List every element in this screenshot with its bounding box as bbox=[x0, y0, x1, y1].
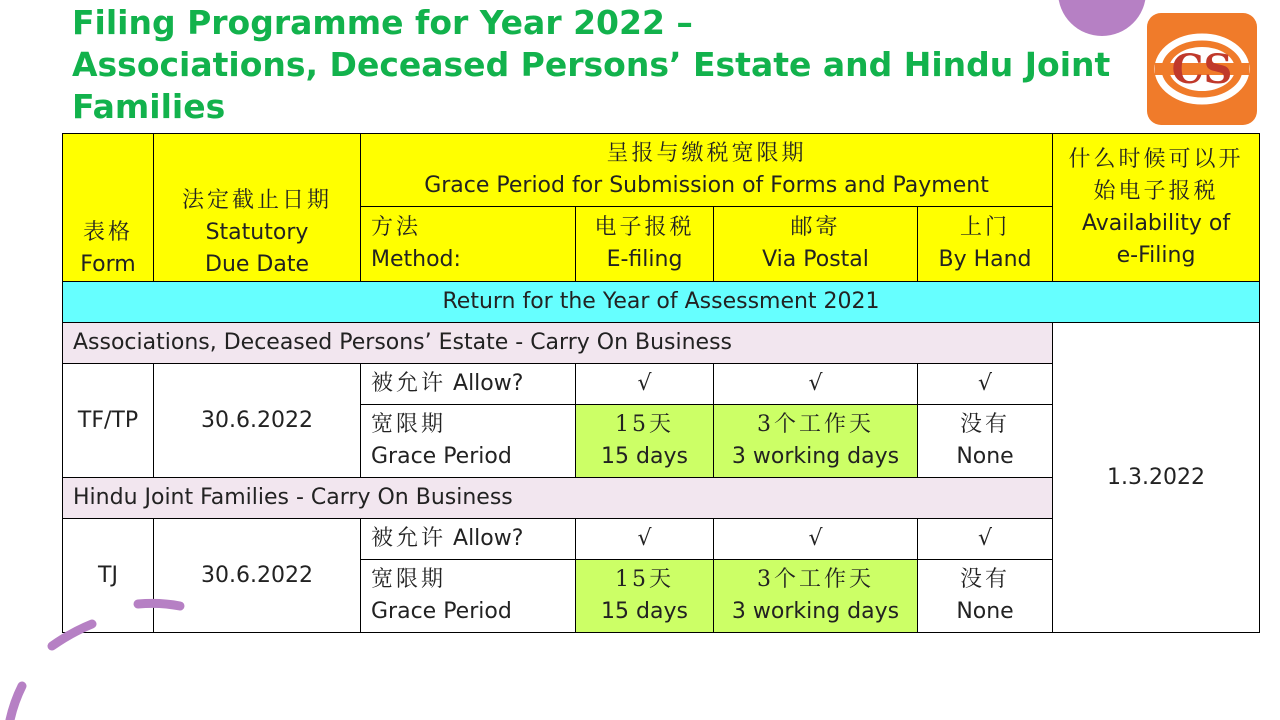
header-by-hand: 上门 By Hand bbox=[918, 207, 1053, 282]
allow-postal-check: √ bbox=[714, 519, 918, 560]
decorative-strokes bbox=[0, 590, 200, 720]
grace-postal: 3个工作天 3 working days bbox=[714, 560, 918, 633]
grace-label: 宽限期 Grace Period bbox=[361, 560, 576, 633]
year-of-assessment-band: Return for the Year of Assessment 2021 bbox=[63, 282, 1260, 323]
header-efiling: 电子报税 E-filing bbox=[576, 207, 714, 282]
header-availability: 什么时候可以开 始电子报税 Availability of e-Filing bbox=[1053, 134, 1260, 282]
section-title: Hindu Joint Families - Carry On Business bbox=[63, 478, 1053, 519]
header-method: 方法 Method: bbox=[361, 207, 576, 282]
grace-label: 宽限期 Grace Period bbox=[361, 405, 576, 478]
due-date: 30.6.2022 bbox=[154, 519, 361, 633]
header-due-date: 法定截止日期 Statutory Due Date bbox=[154, 134, 361, 282]
header-form: 表格 Form bbox=[63, 134, 154, 282]
form-code: TJ bbox=[63, 519, 154, 633]
grace-efiling: 15天 15 days bbox=[576, 560, 714, 633]
allow-label: 被允许 Allow? bbox=[361, 364, 576, 405]
grace-postal: 3个工作天 3 working days bbox=[714, 405, 918, 478]
header-grace-period: 呈报与缴税宽限期 Grace Period for Submission of Forms and Payment bbox=[361, 134, 1053, 207]
cs-logo-icon bbox=[1147, 13, 1257, 125]
allow-label: 被允许 Allow? bbox=[361, 519, 576, 560]
due-date: 30.6.2022 bbox=[154, 364, 361, 478]
allow-postal-check: √ bbox=[714, 364, 918, 405]
grace-hand: 没有 None bbox=[918, 560, 1053, 633]
logo-text: CS bbox=[1171, 46, 1233, 93]
title-line-3: Families bbox=[72, 87, 226, 126]
header-postal: 邮寄 Via Postal bbox=[714, 207, 918, 282]
availability-date: 1.3.2022 bbox=[1053, 323, 1260, 633]
filing-table bbox=[62, 133, 1260, 633]
allow-hand-check: √ bbox=[918, 364, 1053, 405]
section-title: Associations, Deceased Persons’ Estate - Carry On Business bbox=[63, 323, 1053, 364]
form-code: TF/TP bbox=[63, 364, 154, 478]
allow-efiling-check: √ bbox=[576, 364, 714, 405]
slide-title bbox=[72, 2, 1112, 128]
title-line-1: Filing Programme for Year 2022 – bbox=[72, 3, 693, 42]
grace-hand: 没有 None bbox=[918, 405, 1053, 478]
grace-efiling: 15天 15 days bbox=[576, 405, 714, 478]
allow-efiling-check: √ bbox=[576, 519, 714, 560]
allow-hand-check: √ bbox=[918, 519, 1053, 560]
title-line-2: Associations, Deceased Persons’ Estate and Hindu Joint bbox=[72, 45, 1111, 84]
